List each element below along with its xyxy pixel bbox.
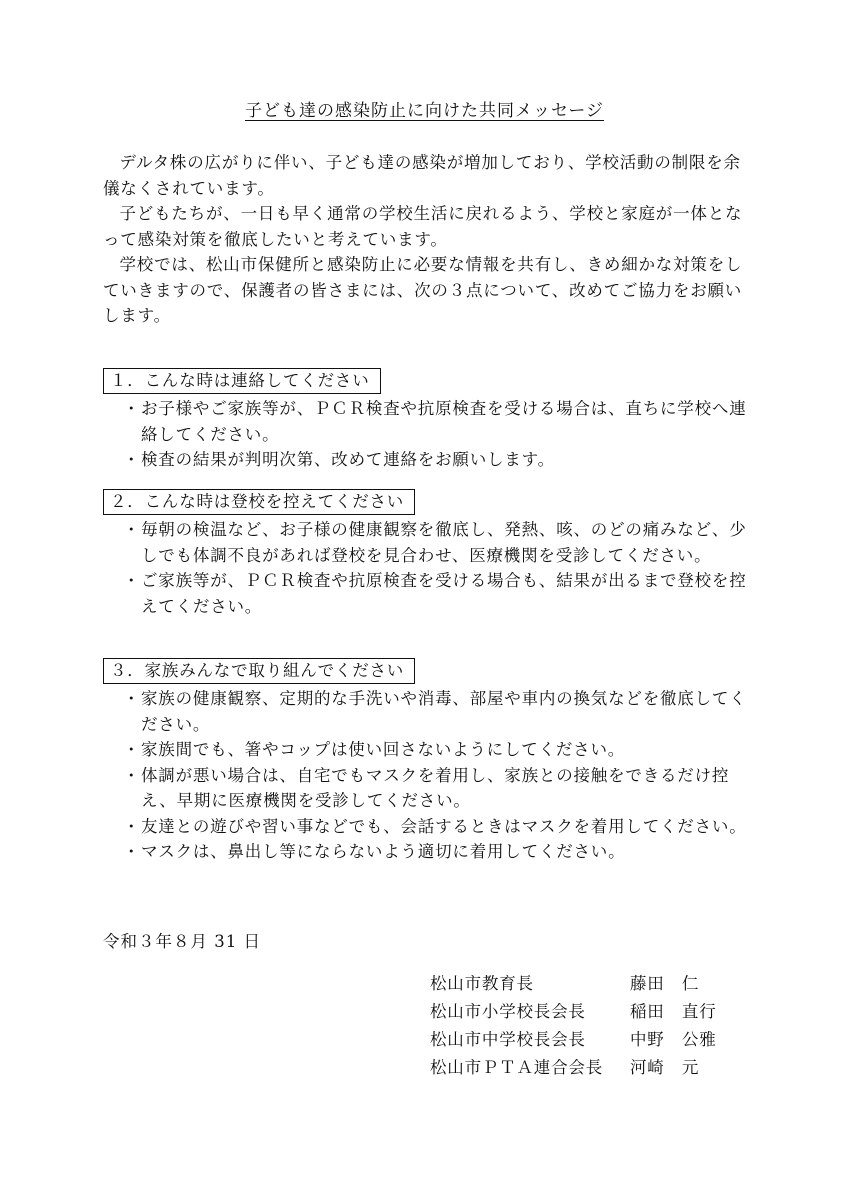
- section-heading: ３．家族みんなで取り組んでください: [103, 658, 415, 684]
- list-item-text: お子様やご家族等が、ＰＣＲ検査や抗原検査を受ける場合は、直ちに学校へ連絡してください。: [141, 399, 747, 444]
- signer-name: 藤田 仁: [630, 974, 700, 993]
- signer-row: [430, 998, 760, 1026]
- bullet-mark: ・: [123, 740, 141, 759]
- intro-paragraph: 子どもたちが、一日も早く通常の学校生活に戻れるよう、学校と家庭が一体となって感染対策を徹底したいと考えています。: [103, 204, 743, 249]
- list-item-text: 友達との遊びや習い事などでも、会話するときはマスクを着用してください。: [141, 816, 747, 836]
- bullet-mark: ・: [123, 399, 141, 418]
- list-item: [103, 737, 763, 763]
- list-item: [103, 396, 763, 447]
- list-item: [103, 447, 763, 473]
- section-list: [103, 396, 763, 473]
- section-list: [103, 517, 763, 619]
- list-item: [103, 517, 763, 568]
- list-item: [103, 814, 763, 840]
- section-heading: １．こんな時は連絡してください: [103, 368, 381, 394]
- intro-paragraph: 学校では、松山市保健所と感染防止に必要な情報を共有し、きめ細かな対策をしていきますので、保護者の皆さまには、次の３点について、改めてご協力をお願いします。: [103, 255, 743, 325]
- list-item-text: 体調が悪い場合は、自宅でもマスクを着用し、家族との接触をできるだけ控え、早期に医療機関を受診してください。: [141, 765, 730, 810]
- signer-name: 中野 公雅: [630, 1030, 717, 1049]
- intro-paragraph: デルタ株の広がりに伴い、子ども達の感染が増加しており、学校活動の制限を余儀なくされています。: [103, 153, 741, 198]
- signer-row: [430, 970, 760, 998]
- signer-row: [430, 1054, 760, 1082]
- list-item-text: 毎朝の検温など、お子様の健康観察を徹底し、発熱、咳、のどの痛みなど、少しでも体調不良があれば登校を見合わせ、医療機関を受診してください。: [141, 520, 747, 565]
- signer-name: 稲田 直行: [630, 1002, 717, 1021]
- signer-organization: 松山市中学校長会長: [430, 1030, 586, 1049]
- bullet-mark: ・: [123, 765, 141, 785]
- bullet-mark: ・: [123, 842, 141, 861]
- section-contact: [103, 368, 763, 473]
- document-title-text: 子ども達の感染防止に向けた共同メッセージ: [245, 101, 604, 121]
- section-heading: ２．こんな時は登校を控えてください: [103, 489, 415, 515]
- section-family-efforts: [103, 658, 763, 865]
- list-item: [103, 839, 763, 865]
- signer-organization: 松山市小学校長会長: [430, 1002, 586, 1021]
- signer-row: [430, 1026, 760, 1054]
- list-item: [103, 568, 763, 619]
- signer-organization: 松山市ＰＴＡ連合会長: [430, 1058, 603, 1077]
- signer-block: [430, 970, 760, 1082]
- issue-date: 令和３年８月 31 日: [103, 932, 261, 951]
- bullet-mark: ・: [123, 450, 141, 469]
- bullet-mark: ・: [123, 571, 141, 590]
- section-list: [103, 686, 763, 865]
- list-item: [103, 686, 763, 737]
- bullet-mark: ・: [123, 520, 141, 539]
- list-item-text: 家族間でも、箸やコップは使い回さないようにしてください。: [141, 740, 626, 759]
- list-item-text: 家族の健康観察、定期的な手洗いや消毒、部屋や車内の換気などを徹底してください。: [141, 689, 747, 734]
- list-item-text: マスクは、鼻出し等にならないよう適切に着用してください。: [141, 842, 626, 861]
- signer-organization: 松山市教育長: [430, 974, 534, 993]
- list-item-text: ご家族等が、ＰＣＲ検査や抗原検査を受ける場合も、結果が出るまで登校を控えてください。: [141, 571, 747, 616]
- bullet-mark: ・: [123, 689, 141, 708]
- signer-name: 河崎 元: [630, 1058, 700, 1077]
- section-stay-home: [103, 489, 763, 619]
- document-title: [0, 96, 849, 121]
- bullet-mark: ・: [123, 816, 141, 836]
- list-item-text: 検査の結果が判明次第、改めて連絡をお願いします。: [141, 450, 555, 469]
- intro-body: [103, 150, 753, 329]
- list-item: [103, 763, 763, 814]
